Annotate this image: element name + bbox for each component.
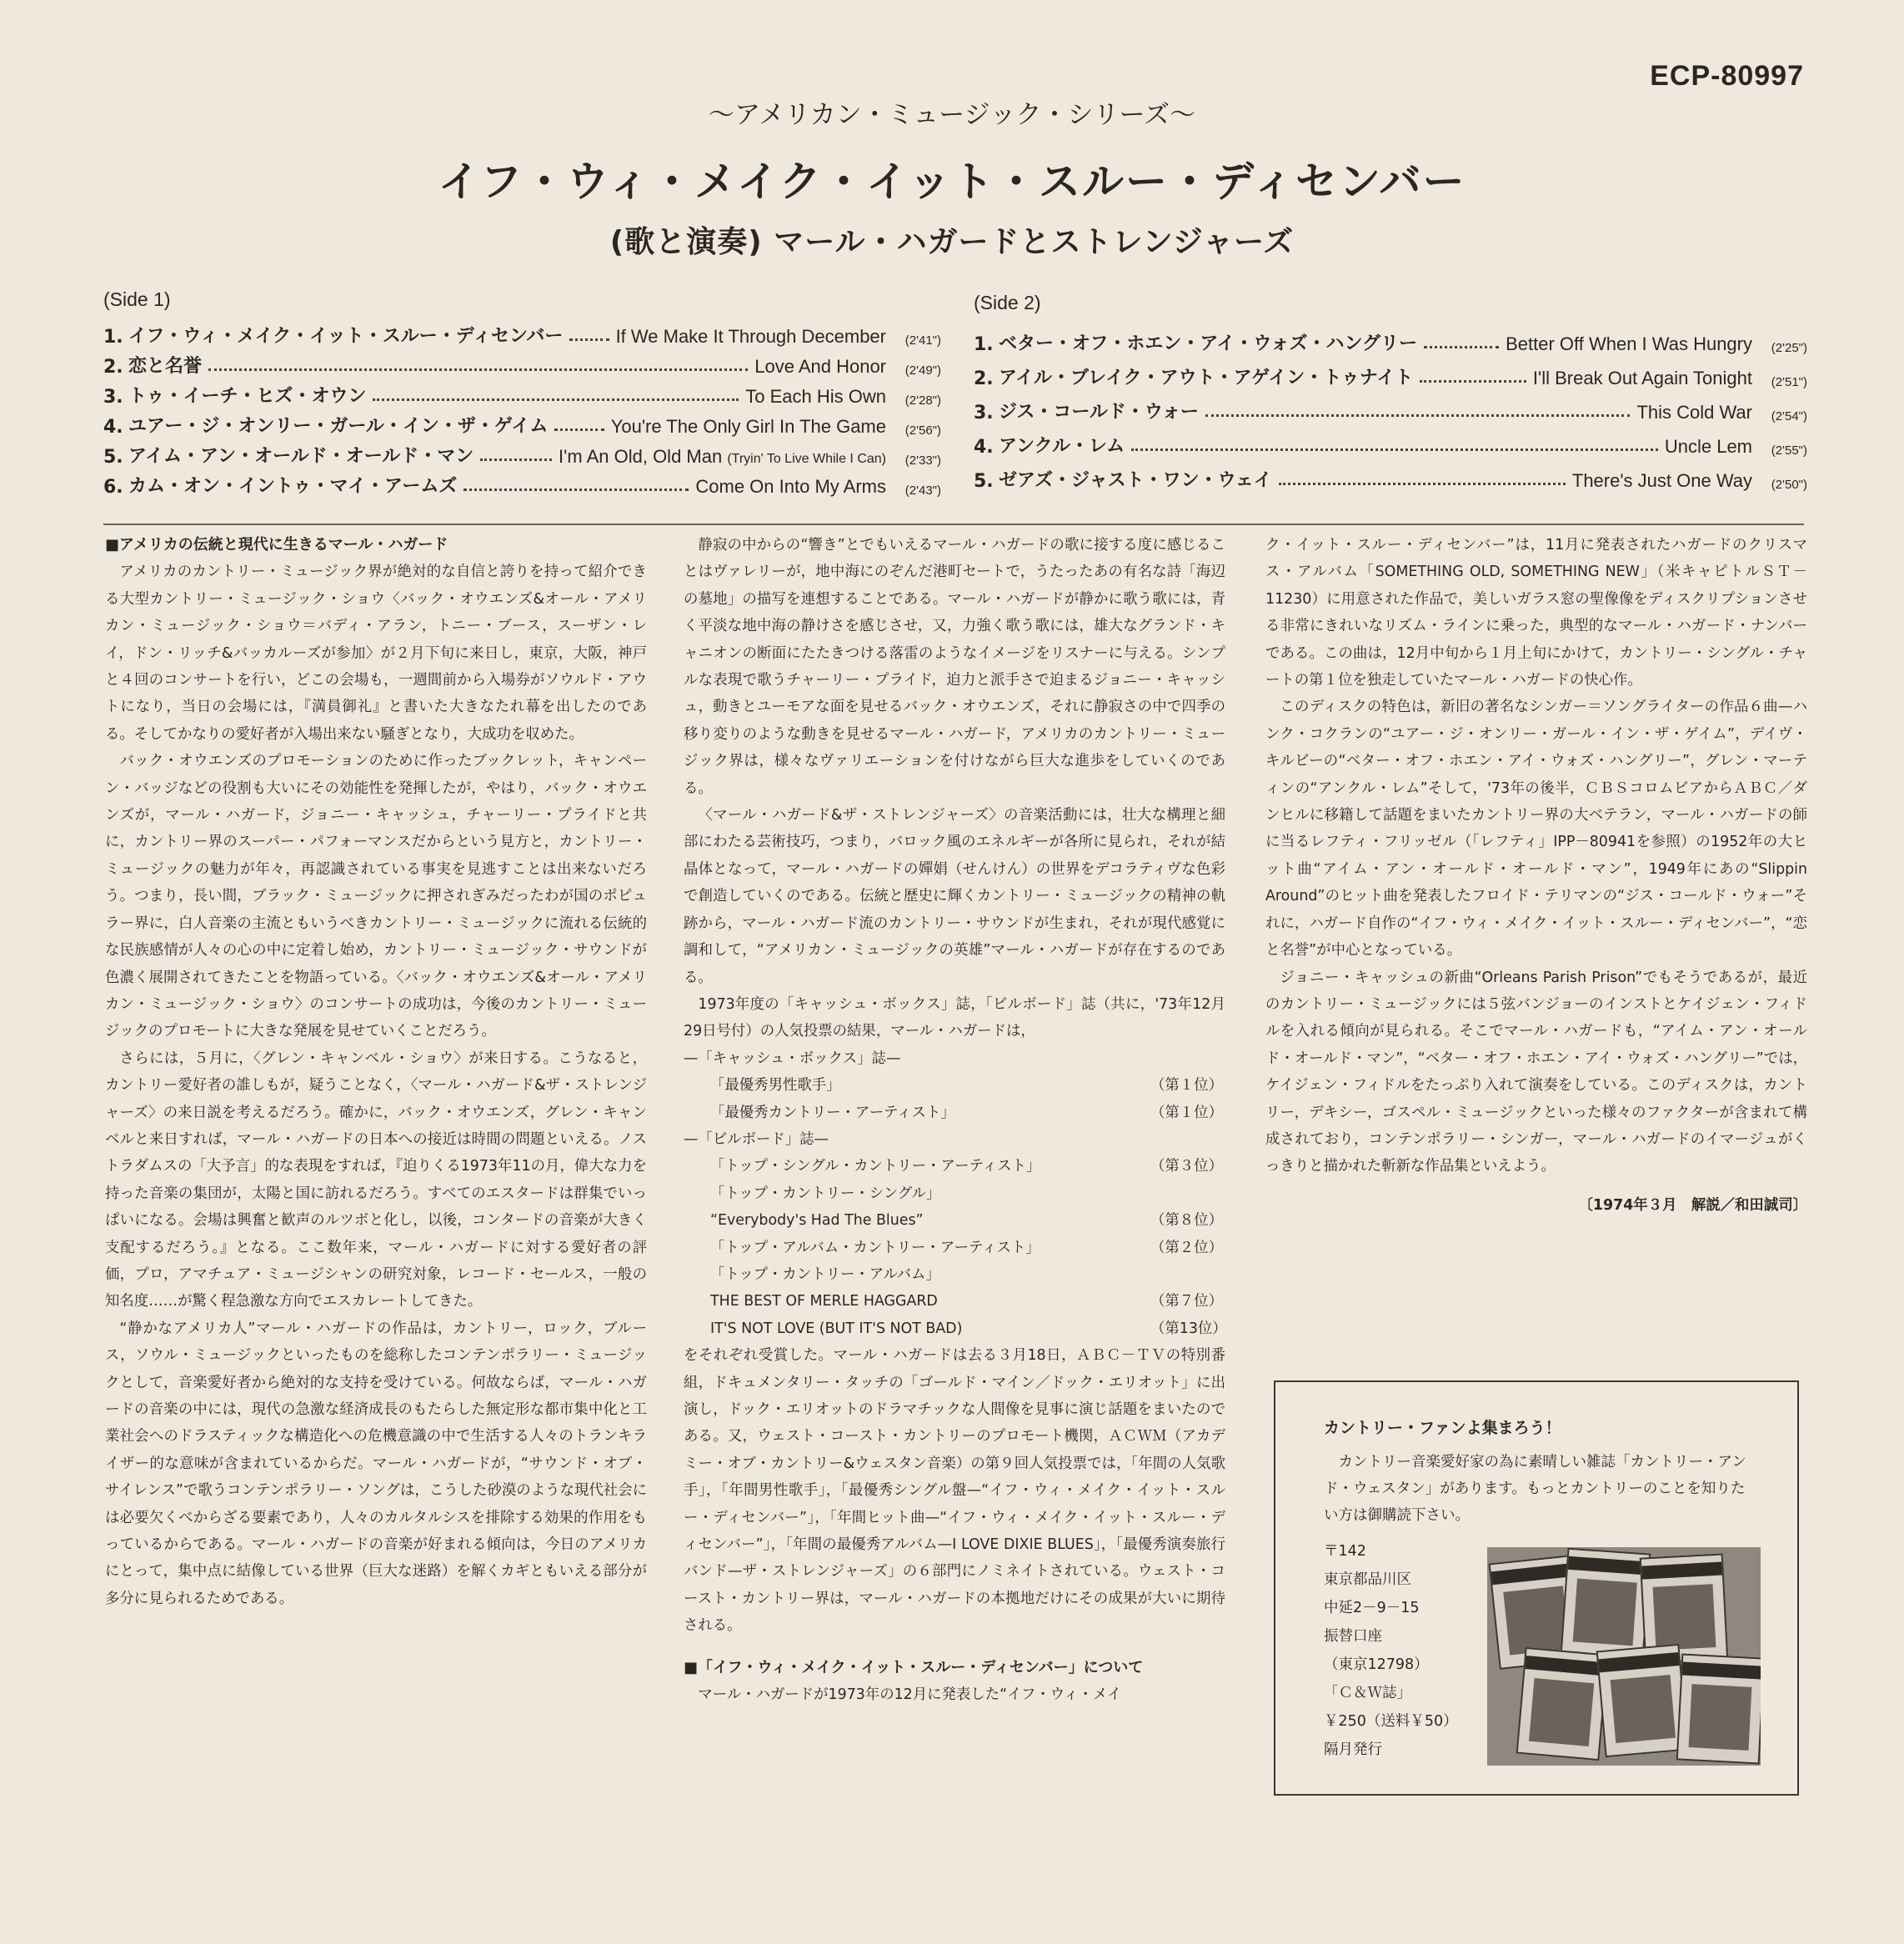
side-2-tracklist bbox=[974, 292, 1807, 492]
track-number: 4. bbox=[103, 417, 123, 438]
track-duration: (2'54") bbox=[1771, 409, 1807, 423]
track-title-en bbox=[559, 446, 886, 468]
track-title-en bbox=[695, 476, 886, 498]
paragraph: このディスクの特色は，新旧の著名なシンガー＝ソングライターの作品６曲—ハンク・コクランの“ユアー・ジ・オンリー・ガール・イン・ザ・ゲイム”，デイヴ・キルビーの“ベター・オフ・ホエン・アイ・ウォズ・ハングリー”，グレン・マーティンの“アンクル・レム”そして，'73年の後半，ＣＢＳコロムビアからＡＢＣ／ダンヒルに移籍して話題をまいたカントリー界の大ベテラン，マール・ハガードの師に当るレフティ・フリッゼル（「レフティ」IPP－80941を参照）の1952年の大ヒット曲“アイム・アン・オールド・オールド・マン”，1949年にあの“Slippin Around”のヒット曲を発表したフロイド・テリマンの“ジス・コールド・ウォー”それに，ハガード自作の“イフ・ウィ・メイク・イット・スルー・ディセンバー”，“恋と名誉”が中心となっている。 bbox=[1265, 699, 1807, 959]
track-row bbox=[974, 389, 1807, 423]
award-row bbox=[684, 1207, 1225, 1234]
track-number: 2. bbox=[103, 357, 123, 378]
track-row bbox=[103, 408, 941, 438]
track-title-ja: 恋と名誉 bbox=[128, 356, 203, 377]
track-title-en bbox=[1506, 333, 1752, 355]
award-rank: （第２位） bbox=[1150, 1239, 1223, 1256]
side-1-label: (Side 1) bbox=[103, 288, 171, 310]
section-heading: ■「イフ・ウィ・メイク・イット・スルー・ディセンバー」について bbox=[684, 1658, 1144, 1676]
paragraph: “静かなアメリカ人”マール・ハガードの作品は，カントリー，ロック，ブルース，ソウル・ミュージックといったものを総称したコンテンポラリー・ミュージックとして，音楽愛好者から絶対的な支持を受けている。何故ならば，マール・ハガードの音楽の中には，現代の急激な経済成長のもたらした無定形な都市集中化と工業社会へのドラスティックな構造化への危機意識の中で生活する人々のトランキライザー的な意味が含まれているからだ。マール・ハガードが，“サウンド・オブ・サイレンス”で歌うコンテンポラリー・ソングは，こうした砂漠のような現代社会には必要欠くべからざる要素であり，人々のカルタルシスを排除する効果的作用をもっているからである。マール・ハガードの音楽が好まれる傾向は，今日のアメリカにとって，集中点に結像している世界（巨大な迷路）を解くカギともいえる部分が多分に見られるためである。 bbox=[105, 1320, 647, 1607]
award-row bbox=[684, 1180, 1225, 1207]
address-line: 中延2－9－15 bbox=[1324, 1600, 1420, 1616]
track-duration: (2'51") bbox=[1771, 375, 1807, 389]
track-duration: (2'28") bbox=[904, 393, 941, 408]
track-title-ja: ベター・オフ・ホエン・アイ・ウォズ・ハングリー bbox=[999, 333, 1418, 354]
award-name: 「最優秀カントリー・アーティスト」 bbox=[710, 1104, 955, 1121]
track-title-ja: トゥ・イーチ・ヒズ・オウン bbox=[128, 386, 367, 407]
promo-title: カントリー・ファンよ集まろう！ bbox=[1324, 1419, 1561, 1437]
track-duration: (2'56") bbox=[904, 423, 941, 438]
award-name: IT'S NOT LOVE (BUT IT'S NOT BAD) bbox=[710, 1320, 963, 1337]
track-title-en-main: Love And Honor bbox=[754, 356, 886, 377]
award-row bbox=[684, 1126, 1225, 1153]
album-title: イフ・ウィ・メイク・イット・スルー・ディセンバー bbox=[438, 158, 1466, 206]
track-row bbox=[974, 321, 1807, 355]
track-title-en bbox=[616, 326, 886, 348]
track-number: 5. bbox=[974, 471, 994, 492]
address-line: 隔月発行 bbox=[1324, 1741, 1382, 1758]
track-duration: (2'43") bbox=[904, 483, 941, 498]
track-title-en-main: Come On Into My Arms bbox=[695, 476, 886, 497]
track-number: 5. bbox=[103, 447, 123, 468]
leader-dots bbox=[1424, 346, 1499, 348]
address-line: 東京都品川区 bbox=[1324, 1571, 1411, 1588]
track-title-en-main: Uncle Lem bbox=[1664, 436, 1752, 457]
leader-dots bbox=[463, 489, 689, 491]
award-row bbox=[684, 1100, 1225, 1126]
award-rank: （第１位） bbox=[1150, 1077, 1223, 1095]
track-title-en-main: If We Make It Through December bbox=[615, 326, 886, 347]
award-rank: （第３位） bbox=[1150, 1158, 1223, 1175]
magazine-cover bbox=[1561, 1548, 1651, 1661]
track-title-ja: ユアー・ジ・オンリー・ガール・イン・ザ・ゲイム bbox=[128, 416, 549, 437]
address-line: 振替口座 bbox=[1324, 1628, 1382, 1645]
award-row bbox=[684, 1288, 1225, 1315]
award-rank bbox=[1150, 1180, 1225, 1207]
leader-dots bbox=[569, 338, 609, 341]
award-rank: （第13位） bbox=[1150, 1320, 1227, 1337]
track-row bbox=[103, 318, 941, 348]
track-duration: (2'50") bbox=[1771, 478, 1807, 492]
paragraph: 〈マール・ハガード&ザ・ストレンジャーズ〉の音楽活動には，壮大な構理と細部にわたる芸術技巧，つまり，バロック風のエネルギーが各所に見られ，それが結晶体となって，マール・ハガードの嬋娟（せんけん）の世界をデコラティヴな色彩で創造していくのである。伝統と歴史に輝くカントリー・ミュージックの精神の軌跡から，マール・ハガード流のカントリー・サウンドが生まれ，それが現代感覚に調和して，“アメリカン・ミュージックの英雄”マール・ハガードが存在するのである。 bbox=[684, 807, 1225, 986]
track-number: 6. bbox=[103, 477, 123, 498]
magazine-cover bbox=[1596, 1644, 1689, 1757]
track-number: 4. bbox=[974, 437, 994, 458]
award-rank: （第７位） bbox=[1150, 1293, 1223, 1310]
track-duration: (2'41") bbox=[904, 333, 941, 348]
address-line: 「Ｃ＆Ｗ誌」 bbox=[1324, 1685, 1411, 1701]
track-number: 3. bbox=[103, 387, 123, 408]
divider-rule bbox=[103, 524, 1804, 525]
track-title-en-main: You're The Only Girl In The Game bbox=[610, 416, 886, 437]
paragraph: さらには，５月に，〈グレン・キャンベル・ショウ〉が来日する。こうなると，カントリー愛好者の誰しもが，疑うことなく，〈マール・ハガード&ザ・ストレンジャーズ〉の来日説を考えるだろう。確かに，バック・オウエンズ，グレン・キャンベルと来日すれば，マール・ハガードの日本への接近は時間の問題といえる。ノストラダムスの「大予言」的な表現をすれば，『迫りくる1973年11の月，偉大な力を持った音楽の集団が，太陽と国に訪れるだろう。すべてのエスタードは群集でいっぱいになる。会場は興奮と歓声のルツボと化し，以後，コンタードの音楽が大きく支配するだろう。』となる。ここ数年来，マール・ハガードに対する愛好者の評価，プロ，アマチュア・ミュージシャンの研究対象，レコード・セールス，一般の知名度……が驚く程急激な方向でエスカレートしてきた。 bbox=[105, 1050, 647, 1310]
award-name: 「トップ・シングル・カントリー・アーティスト」 bbox=[710, 1158, 1041, 1175]
liner-column-3 bbox=[1265, 532, 1807, 1219]
track-duration: (2'25") bbox=[1771, 341, 1807, 355]
track-title-en bbox=[745, 386, 886, 408]
award-row bbox=[684, 1153, 1225, 1180]
track-title-en bbox=[1636, 402, 1752, 423]
leader-dots bbox=[1131, 448, 1658, 451]
promo-address bbox=[1324, 1537, 1458, 1764]
track-row bbox=[974, 423, 1807, 458]
side-1-tracklist bbox=[103, 288, 941, 498]
paragraph: バック・オウエンズのプロモーションのために作ったブックレット，キャンペーン・バッジなどの役割も大いにその効能性を発揮したが，やはり，バック・オウエンズが，マール・ハガード，ジョニー・キャッシュ，チャーリー・プライドと共に，カントリー界のスーパー・パフォーマンスだからという見方と，カントリー・ミュージックの魅力が年々，再認識されている事実を見逃すことは出来ないだろう。つまり，長い間，ブラック・ミュージックに押されぎみだったわが国のポピュラー界に，白人音楽の主流ともいうべきカントリー・ミュージックに流れる伝統的な民族感情が人々の心の中に定着し始め，カントリー・ミュージック・サウンドが色濃く展開されてきたことを物語っている。〈バック・オウエンズ&オール・アメリカン・ミュージック・ショウ〉のコンサートの成功は，今後のカントリー・ミュージックのプロモートに大きな発展を見せていくことだろう。 bbox=[105, 753, 647, 1040]
liner-column-2 bbox=[684, 532, 1225, 1708]
award-name: 「最優秀男性歌手」 bbox=[710, 1077, 841, 1095]
address-line: （東京12798） bbox=[1324, 1656, 1429, 1673]
award-name: THE BEST OF MERLE HAGGARD bbox=[710, 1293, 938, 1310]
section-heading: ■アメリカの伝統と現代に生きるマール・ハガード bbox=[105, 536, 448, 554]
track-title-en-main: To Each His Own bbox=[745, 386, 886, 407]
track-row bbox=[103, 348, 941, 378]
magazine-cover bbox=[1516, 1647, 1609, 1761]
leader-dots bbox=[1420, 380, 1526, 383]
award-row bbox=[684, 1235, 1225, 1261]
award-name: —「キャッシュ・ボックス」誌— bbox=[684, 1050, 901, 1067]
leader-dots bbox=[208, 368, 748, 371]
paragraph: アメリカのカントリー・ミュージック界が絶対的な自信と誇りを持って紹介できる大型カントリー・ミュージック・ショウ〈バック・オウエンズ&オール・アメリカン・ミュージック・ショウ＝バディ・アラン，トニー・ブース，スーザン・レイ，ドン・リッチ&バッカルーズが参加〉が２月下旬に来日し，東京，大阪，神戸と４回のコンサートを行い，どこの会場も，一週間前から入場券がソウルド・アウトになり，当日の会場には，『満員御礼』と書いた大きなたれ幕を出したのである。そしてかなりの愛好者が入場出来ない騒ぎとなり，大成功を収めた。 bbox=[105, 564, 647, 743]
paragraph: マール・ハガードが1973年の12月に発表した“イフ・ウィ・メイ bbox=[698, 1686, 1122, 1704]
award-rank bbox=[1150, 1261, 1225, 1288]
track-title-ja: アイル・ブレイク・アウト・アゲイン・トゥナイト bbox=[999, 368, 1414, 388]
awards-list bbox=[684, 1045, 1225, 1342]
promo-text: カントリー音楽愛好家の為に素晴しい雑誌「カントリー・アンド・ウェスタン」があります。もっとカントリーのことを知りたい方は御購読下さい。 bbox=[1324, 1454, 1746, 1524]
magazine-promo-box bbox=[1274, 1380, 1799, 1796]
track-number: 1. bbox=[103, 327, 123, 348]
track-title-en bbox=[1533, 368, 1752, 389]
paragraph: 1973年度の「キャッシュ・ボックス」誌，「ビルボード」誌（共に，'73年12月29日号付）の人気投票の結果，マール・ハガードは， bbox=[684, 995, 1225, 1040]
address-line: 〒142 bbox=[1324, 1543, 1366, 1560]
series-title: 〜アメリカン・ミュージック・シリーズ〜 bbox=[708, 100, 1196, 130]
track-title-en-main: Better Off When I Was Hungry bbox=[1506, 333, 1752, 354]
award-rank: （第８位） bbox=[1150, 1212, 1223, 1230]
award-row bbox=[684, 1045, 1225, 1072]
track-title-ja: アイム・アン・オールド・オールド・マン bbox=[128, 446, 474, 467]
track-row bbox=[974, 458, 1807, 492]
track-title-en-main: I'll Break Out Again Tonight bbox=[1532, 368, 1752, 388]
track-number: 3. bbox=[974, 403, 994, 423]
award-rank bbox=[1150, 1045, 1225, 1072]
award-rank bbox=[1150, 1126, 1225, 1153]
leader-dots bbox=[554, 428, 604, 431]
award-row bbox=[684, 1315, 1225, 1342]
track-title-en bbox=[1665, 436, 1752, 458]
award-name: “Everybody's Had The Blues” bbox=[710, 1212, 924, 1230]
award-name: 「トップ・アルバム・カントリー・アーティスト」 bbox=[710, 1239, 1040, 1256]
track-title-en-subtitle: (Tryin' To Live While I Can) bbox=[727, 452, 886, 466]
leader-dots bbox=[1205, 414, 1630, 417]
track-title-ja: イフ・ウィ・メイク・イット・スルー・ディセンバー bbox=[128, 326, 564, 347]
liner-column-1 bbox=[105, 532, 647, 1612]
track-row bbox=[103, 378, 941, 408]
track-title-en bbox=[1572, 470, 1752, 492]
track-number: 2. bbox=[974, 368, 994, 389]
award-rank: （第１位） bbox=[1150, 1104, 1223, 1121]
award-row bbox=[684, 1072, 1225, 1099]
side-2-label: (Side 2) bbox=[974, 292, 1041, 313]
leader-dots bbox=[373, 398, 739, 401]
track-title-en bbox=[754, 356, 886, 378]
leader-dots bbox=[480, 458, 552, 461]
track-title-ja: アンクル・レム bbox=[999, 436, 1125, 457]
award-name: 「トップ・カントリー・シングル」 bbox=[710, 1185, 941, 1202]
leader-dots bbox=[1279, 483, 1566, 485]
track-duration: (2'33") bbox=[904, 453, 941, 468]
magazine-cover bbox=[1676, 1653, 1761, 1764]
track-number: 1. bbox=[974, 334, 994, 355]
address-line: ￥250（送料￥50） bbox=[1324, 1713, 1458, 1730]
award-name: 「トップ・カントリー・アルバム」 bbox=[710, 1265, 940, 1283]
track-title-ja: ゼアズ・ジャスト・ワン・ウェイ bbox=[999, 470, 1272, 491]
track-row bbox=[974, 355, 1807, 389]
award-row bbox=[684, 1261, 1225, 1288]
track-row bbox=[103, 438, 941, 468]
track-title-en bbox=[611, 416, 886, 438]
track-title-en-main: There's Just One Way bbox=[1571, 470, 1752, 491]
track-title-ja: カム・オン・イントゥ・マイ・アームズ bbox=[128, 476, 458, 497]
catalog-number: ECP-80997 bbox=[1650, 60, 1804, 92]
track-row bbox=[103, 468, 941, 498]
track-duration: (2'55") bbox=[1771, 443, 1807, 458]
track-title-en-main: This Cold War bbox=[1636, 402, 1752, 423]
paragraph: ジョニー・キャッシュの新曲“Orleans Parish Prison”でもそうであるが，最近のカントリー・ミュージックには５弦バンジョーのインストとケイジェン・フィドルを入れる傾向が見られる。そこでマール・ハガードも，“アイム・アン・オールド・オールド・マン”，“ベター・オフ・ホエン・アイ・ウォズ・ハングリー”では，ケイジェン・フィドルをたっぷり入れて演奏をしている。このディスクは，カントリー，デキシー，ゴスペル・ミュージックといった様々のファクターが含まれて構成されており，コンテンポラリー・シンガー，マール・ハガードのイマージュがくっきりと描かれた斬新な作品集といえよう。 bbox=[1265, 969, 1807, 1175]
track-duration: (2'49") bbox=[904, 363, 941, 378]
track-title-ja: ジス・コールド・ウォー bbox=[999, 402, 1200, 423]
paragraph: 静寂の中からの“響き”とでもいえるマール・ハガードの歌に接する度に感じることはヴァレリーが，地中海にのぞんだ港町セートで，うたったあの有名な詩「海辺の墓地」の描写を連想することである。マール・ハガードが静かに歌う歌には，青く平淡な地中海の静けさを感じさせ，又，力強く歌う歌には，雄大なグランド・キャニオンの断面にたたきつける落雷のようなイメージをリスナーに与える。シンプルな表現で歌うチャーリー・プライド，迫力と派手さで迫まるジョニー・キャッシュ，動きとユーモアな面を見せるバック・オウエンズ，それに静寂さの中で四季の移り変りのような動きを見せるマール・ハガード，アメリカのカントリー・ミュージック界は，様々なヴァリエーションを付けながら巨大な進歩をしていくのである。 bbox=[684, 537, 1225, 797]
artist-credit: (歌と演奏) マール・ハガードとストレンジャーズ bbox=[609, 225, 1295, 259]
paragraph: ク・イット・スルー・ディセンバー”は，11月に発表されたハガードのクリスマス・アルバム「SOMETHING OLD, SOMETHING NEW」（米キャピトルＳＴ－11230）に用意された作品で，美しいガラス窓の聖像像をディスクリプションさせる非常にきれいなリズム・ラインに乗った，典型的なマール・ハガード・ナンバーである。この曲は，12月中旬から１月上旬にかけて，カントリー・シングル・チャートの第１位を独走していたマール・ハガードの快心作。 bbox=[1265, 537, 1807, 689]
magazine-covers-photo bbox=[1487, 1547, 1761, 1766]
award-name: —「ビルボード」誌— bbox=[684, 1130, 829, 1148]
writer-credit: 〔1974年３月 解説／和田誠司〕 bbox=[1578, 1196, 1807, 1214]
paragraph: をそれぞれ受賞した。マール・ハガードは去る３月18日，ＡＢＣ－ＴＶの特別番組，ドキュメンタリー・タッチの「ゴールド・マイン／ドック・エリオット」に出演し，ドック・エリオットのドラマチックな人間像を見事に演じ話題をまいたのである。又，ウェスト・コースト・カントリーのプロモート機関，ＡＣＷＭ（アカデミー・オブ・カントリー&ウェスタン音楽）の第９回人気投票では，「年間の人気歌手」，「年間男性歌手」，「最優秀シングル盤—“イフ・ウィ・メイク・イット・スルー・ディセンバー”」，「年間ヒット曲—“イフ・ウィ・メイク・イット・スルー・ディセンバー”」，「年間の最優秀アルバム—I LOVE DIXIE BLUES」，「最優秀演奏旅行バンド—ザ・ストレンジャーズ」の６部門にノミネイトされている。ウェスト・コースト・カントリー界は，マール・ハガードの本拠地だけにその成果が大いに期待される。 bbox=[684, 1347, 1225, 1635]
track-title-en-main: I'm An Old, Old Man bbox=[559, 446, 728, 467]
